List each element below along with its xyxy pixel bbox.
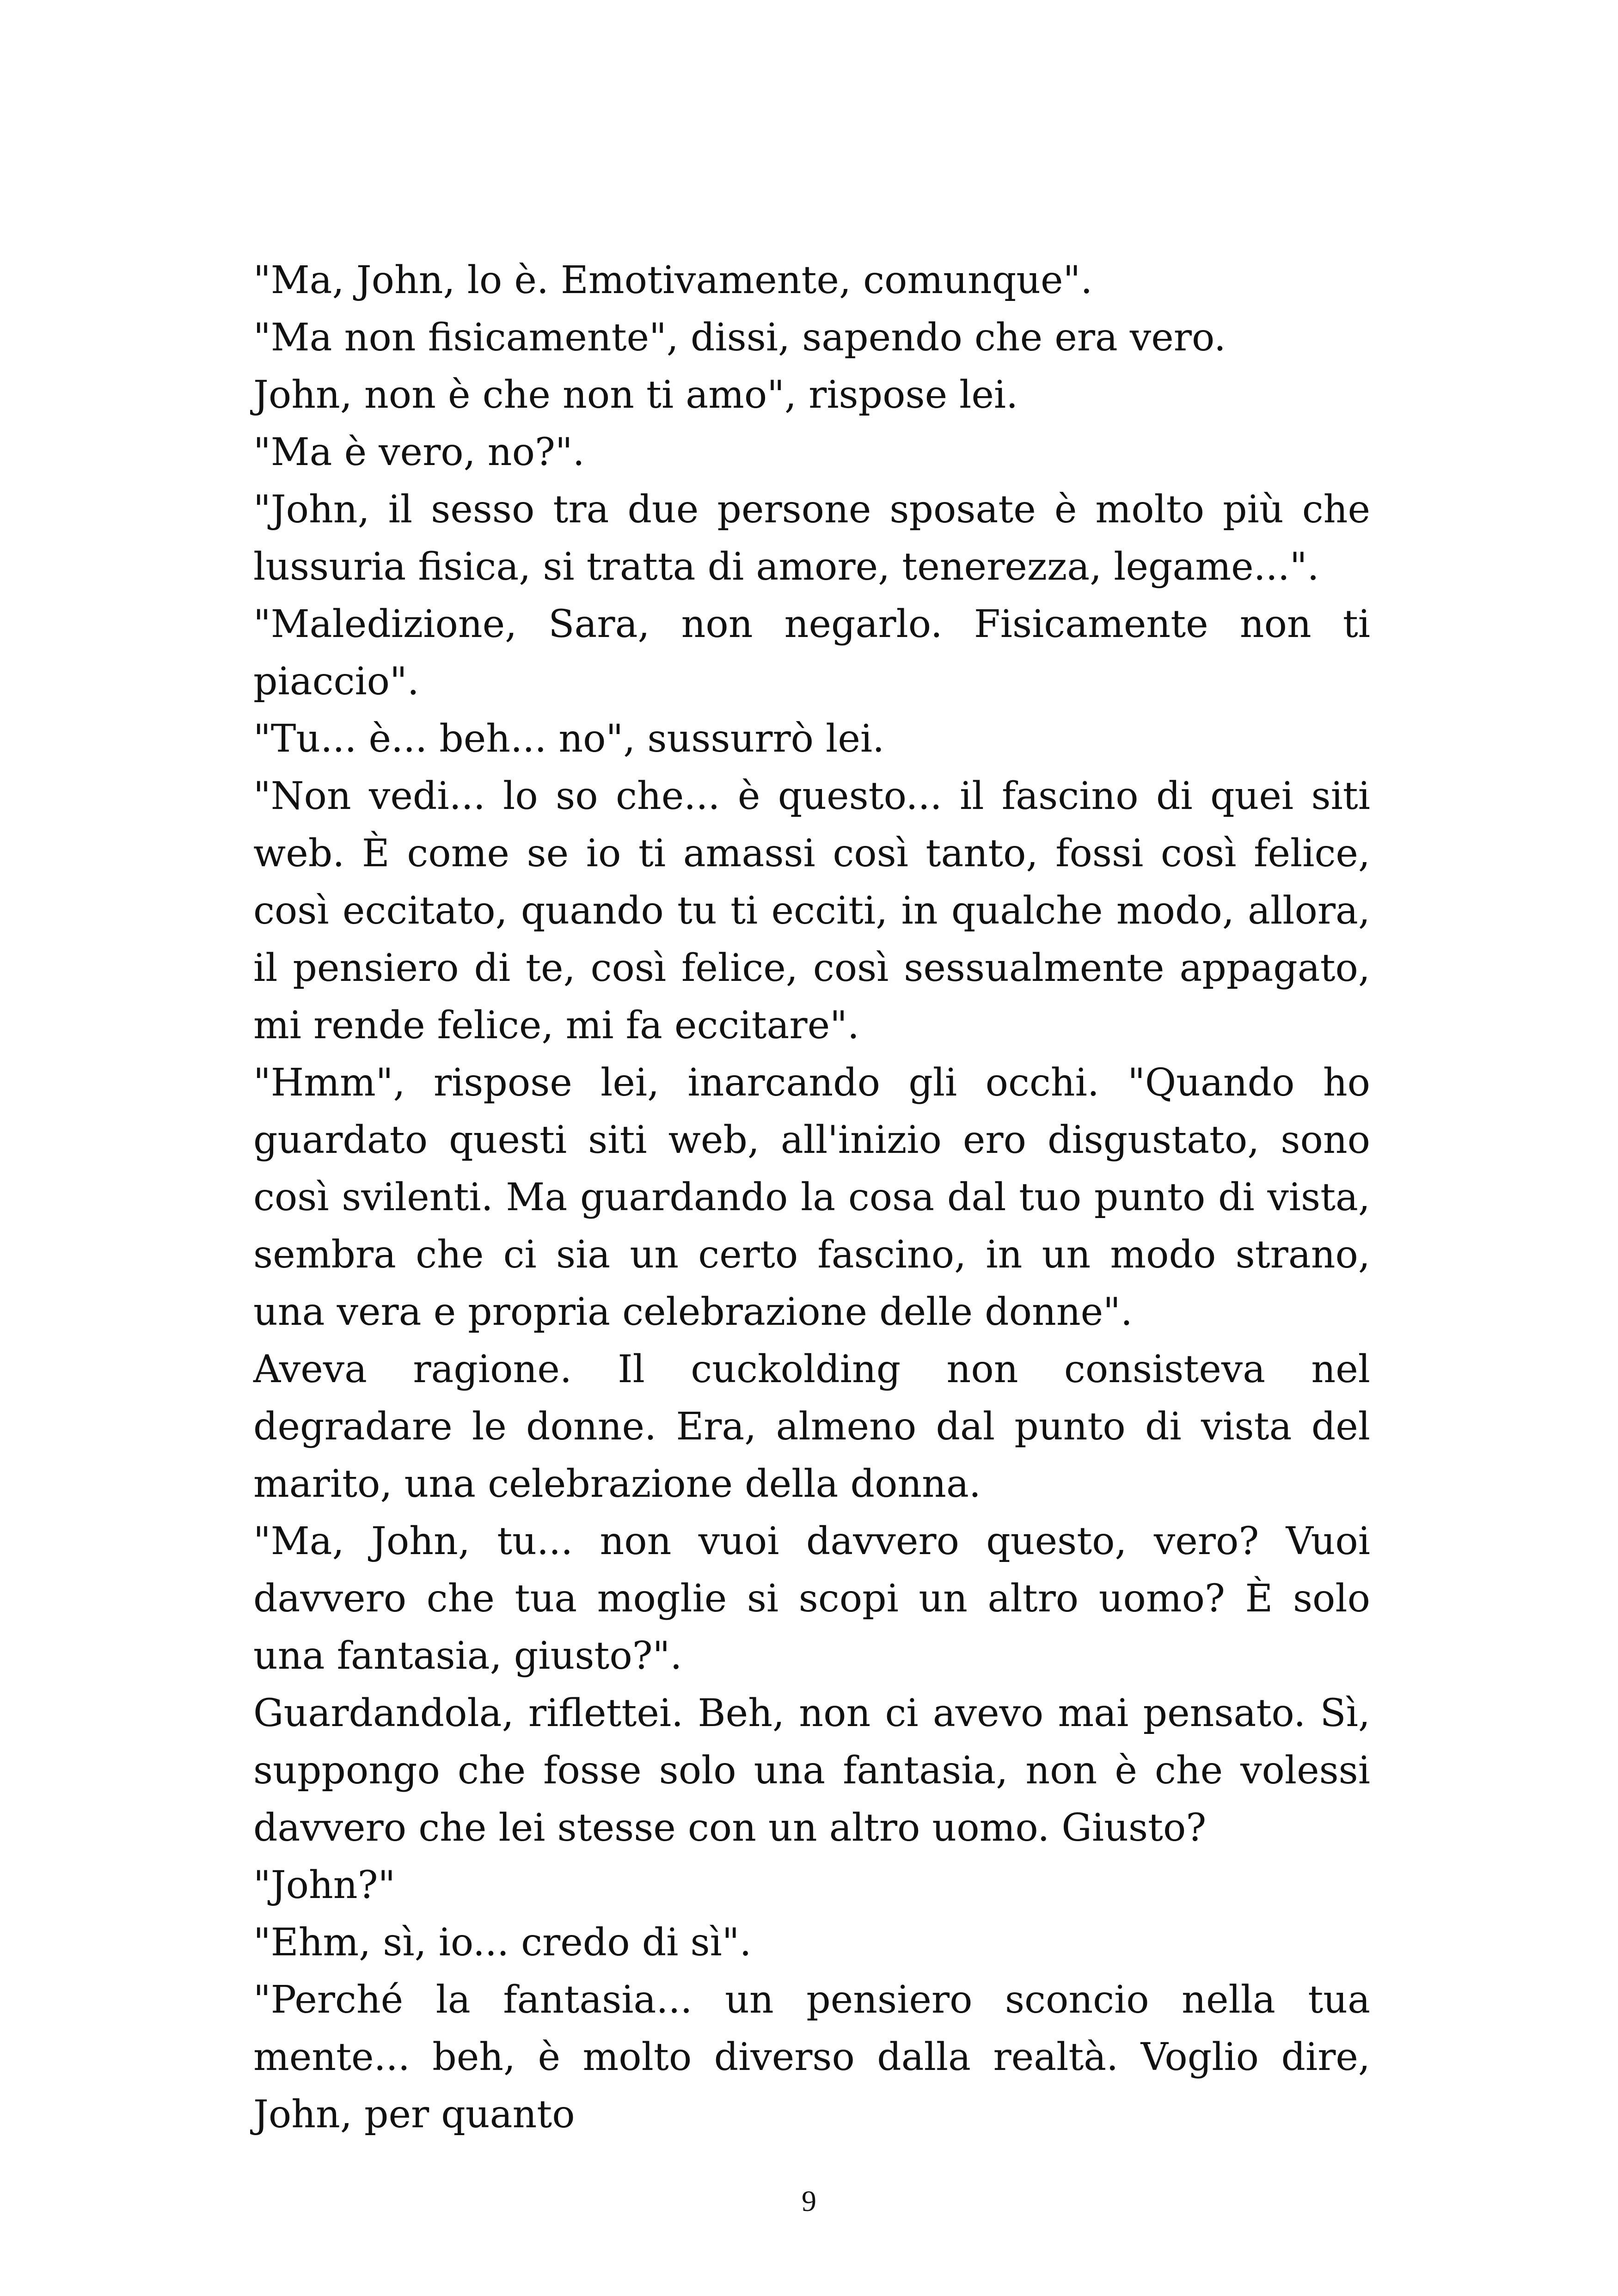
- paragraph: "Non vedi... lo so che... è questo... il fascino di quei siti web. È come se io ti amassi così tanto, fossi così felice, così eccitato, quando tu ti ecciti, in qualche modo, allora, il pensiero di te, così felice, così sessualmente appagato, mi rende felice, mi fa eccitare".: [253, 774, 1370, 1047]
- page-number: 9: [802, 2185, 816, 2217]
- paragraph: "John, il sesso tra due persone sposate è molto più che lussuria fisica, si tratta di amore, tenerezza, legame...".: [253, 488, 1370, 589]
- paragraph: "Perché la fantasia... un pensiero sconcio nella tua mente... beh, è molto diverso dalla realtà. Voglio dire, John, per quanto: [253, 1978, 1370, 2137]
- paragraph: "Tu... è... beh... no", sussurrò lei.: [253, 717, 885, 761]
- paragraph: "Ehm, sì, io... credo di sì".: [253, 1921, 752, 1965]
- body-text: [253, 252, 1370, 2143]
- paragraph: "Ma, John, lo è. Emotivamente, comunque".: [253, 258, 1093, 302]
- paragraph: John, non è che non ti amo", rispose lei.: [253, 373, 1018, 417]
- paragraph: "Ma è vero, no?".: [253, 430, 585, 474]
- paragraph: "Ma, John, tu... non vuoi davvero questo, vero? Vuoi davvero che tua moglie si scopi un altro uomo? È solo una fantasia, giusto?".: [253, 1519, 1370, 1678]
- paragraph: "Hmm", rispose lei, inarcando gli occhi. "Quando ho guardato questi siti web, all'inizio ero disgustato, sono così svilenti. Ma guardando la cosa dal tuo punto di vista, sembra che ci sia un certo fascino, in un modo strano, una vera e propria celebrazione delle donne".: [253, 1061, 1370, 1334]
- paragraph: "Ma non fisicamente", dissi, sapendo che era vero.: [253, 316, 1226, 360]
- paragraph: Aveva ragione. Il cuckolding non consisteva nel degradare le donne. Era, almeno dal punto di vista del marito, una celebrazione della donna.: [253, 1347, 1370, 1506]
- paragraph: Guardandola, riflettei. Beh, non ci avevo mai pensato. Sì, suppongo che fosse solo una fantasia, non è che volessi davvero che lei stesse con un altro uomo. Giusto?: [253, 1691, 1370, 1850]
- paragraph: "John?": [253, 1863, 396, 1907]
- paragraph: "Maledizione, Sara, non negarlo. Fisicamente non ti piaccio".: [253, 602, 1370, 704]
